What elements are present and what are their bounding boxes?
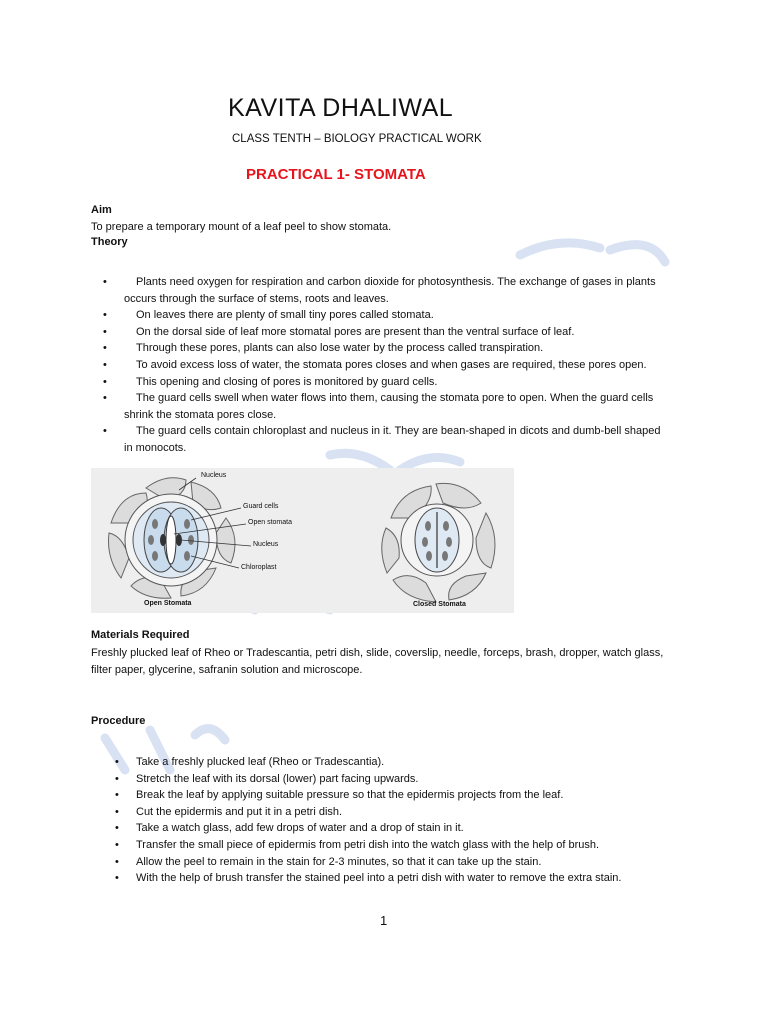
- list-item: • This opening and closing of pores is monitored by guard cells.: [124, 374, 664, 391]
- practical-title: PRACTICAL 1- STOMATA: [246, 166, 426, 183]
- list-item: • On the dorsal side of leaf more stomatal pores are present than the ventral surface of leaf.: [124, 324, 664, 341]
- list-item: • Transfer the small piece of epidermis from petri dish into the watch glass with the help of brush.: [136, 837, 676, 854]
- bullet: •: [103, 392, 107, 405]
- list-item: • To avoid excess loss of water, the stomata pores closes and when gases are required, these pores open.: [124, 357, 664, 374]
- bullet: •: [103, 375, 107, 388]
- bullet: •: [115, 872, 119, 885]
- list-item: • The guard cells contain chloroplast and nucleus in it. They are bean-shaped in dicots and dumb-bell shaped in monocots.: [103, 425, 661, 454]
- caption-closed-stomata: Closed Stomata: [413, 601, 466, 608]
- bullet: •: [103, 425, 107, 438]
- aim-heading: Aim: [91, 204, 112, 216]
- bullet: •: [115, 805, 119, 818]
- bullet: •: [103, 342, 107, 355]
- bullet: •: [115, 756, 119, 768]
- theory-heading: Theory: [91, 236, 128, 248]
- list-item: • Take a freshly plucked leaf (Rheo or Tradescantia).: [136, 754, 676, 771]
- list-item: • Cut the epidermis and put it in a petri dish.: [136, 804, 676, 821]
- list-item: • Take a watch glass, add few drops of water and a drop of stain in it.: [136, 820, 676, 837]
- label-chloroplast: Chloroplast: [241, 564, 277, 571]
- procedure-list: [115, 754, 676, 887]
- page-number: 1: [380, 913, 388, 928]
- stomata-figure: [91, 468, 514, 613]
- bullet: •: [103, 276, 107, 288]
- list-item: • Plants need oxygen for respiration and carbon dioxide for photosynthesis. The exchange of gases in plants occurs through the surface of stems, roots and leaves.: [103, 276, 656, 305]
- bullet: •: [115, 772, 119, 785]
- list-item: • Break the leaf by applying suitable pressure so that the epidermis projects from the leaf.: [136, 787, 676, 804]
- bullet: •: [115, 822, 119, 835]
- caption-open-stomata: Open Stomata: [144, 600, 192, 607]
- list-item: • On leaves there are plenty of small tiny pores called stomata.: [124, 307, 664, 324]
- author-name: KAVITA DHALIWAL: [228, 94, 454, 122]
- closed-stomata-drawing: [382, 483, 495, 602]
- procedure-heading: Procedure: [91, 715, 146, 727]
- open-stomata-drawing: [109, 478, 252, 598]
- bullet: •: [115, 838, 119, 851]
- label-nucleus-top: Nucleus: [201, 472, 227, 479]
- bullet: •: [103, 309, 107, 322]
- label-open-stomata: Open stomata: [248, 519, 292, 526]
- label-guard-cells: Guard cells: [243, 503, 279, 510]
- list-item: • Through these pores, plants can also lose water by the process called transpiration.: [124, 340, 664, 357]
- list-item: • With the help of brush transfer the stained peel into a petri dish with water to remove the extra stain.: [136, 870, 676, 887]
- list-item: • Allow the peel to remain in the stain for 2-3 minutes, so that it can take up the stain.: [136, 854, 676, 871]
- theory-list: [103, 274, 664, 457]
- bullet: •: [103, 325, 107, 338]
- bullet: •: [103, 358, 107, 371]
- list-item: • The guard cells swell when water flows into them, causing the stomata pore to open. When the guard cells shrink the stomata pores close.: [103, 392, 654, 421]
- document-subtitle: CLASS TENTH – BIOLOGY PRACTICAL WORK: [232, 133, 482, 145]
- materials-heading: Materials Required: [91, 629, 190, 641]
- bullet: •: [115, 789, 119, 802]
- list-item: • Stretch the leaf with its dorsal (lower) part facing upwards.: [136, 771, 676, 788]
- stomata-diagram: [91, 468, 514, 613]
- label-nucleus: Nucleus: [253, 541, 279, 548]
- aim-text: To prepare a temporary mount of a leaf peel to show stomata.: [91, 221, 392, 233]
- bullet: •: [115, 855, 119, 868]
- materials-text: Freshly plucked leaf of Rheo or Tradescantia, petri dish, slide, coverslip, needle, forceps, brash, dropper, watch glass, filter paper, glycerine, safranin solution and microscope.: [91, 647, 664, 676]
